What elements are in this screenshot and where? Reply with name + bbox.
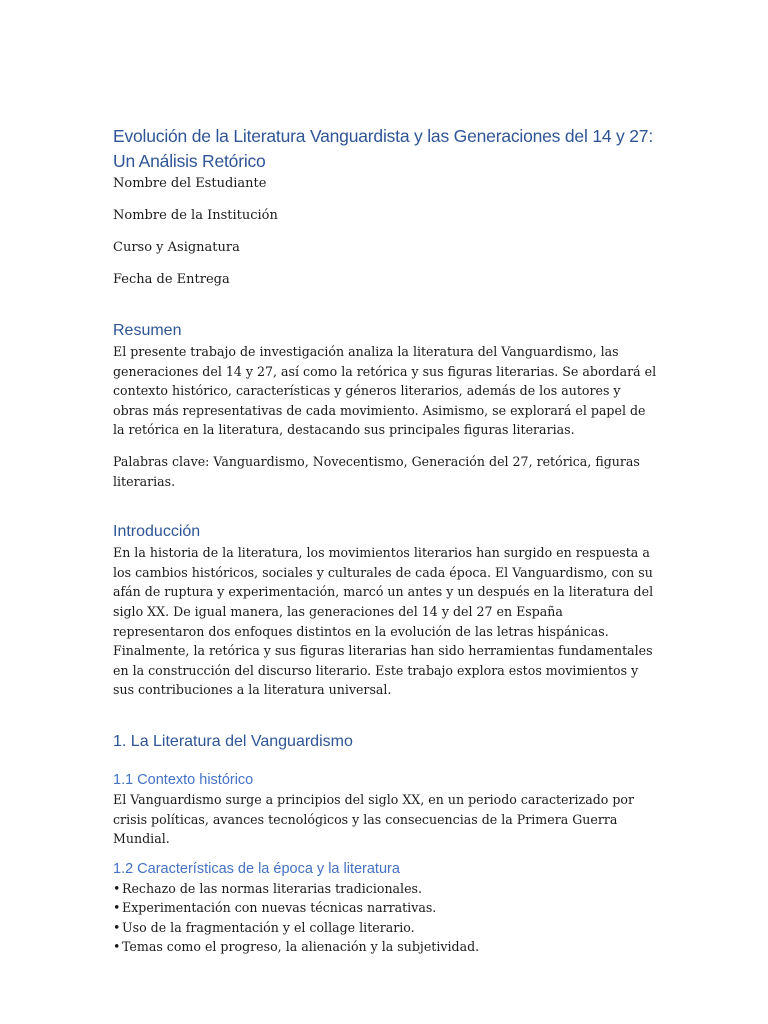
resumen-section xyxy=(113,320,658,491)
resumen-body: El presente trabajo de investigación analiza la literatura del Vanguardismo, las generaciones del 14 y 27, así como la retórica y sus figuras literarias. Se abordará el contexto histórico, características y géneros literarios, además de los autores y obras más representativas de cada movimiento. Asimismo, se explorará el papel de la retórica en la literatura, destacando sus principales figuras literarias. xyxy=(113,344,657,438)
list-item: • Uso de la fragmentación y el collage literario. xyxy=(113,918,658,938)
bullet-icon: • xyxy=(113,880,121,896)
subsection-1-2 xyxy=(113,859,658,957)
section-vanguardismo xyxy=(113,731,658,957)
introduccion-body: En la historia de la literatura, los movimientos literarios han surgido en respuesta a los cambios históricos, sociales y culturales de cada época. El Vanguardismo, con su afán de ruptura y experimentación, marcó un antes y un después en la literatura del siglo XX. De igual manera, las generaciones del 14 y del 27 en España representaron dos enfoques distintos en la evolución de las letras hispánicas. Finalmente, la retórica y sus figuras literarias han sido herramientas fundamentales en la construcción del discurso literario. Este trabajo explora estos movimientos y sus contribuciones a la literatura universal. xyxy=(113,545,654,698)
bullet-icon: • xyxy=(113,919,121,935)
title-page-meta xyxy=(113,174,658,290)
bullet-icon: • xyxy=(113,900,121,916)
resumen-heading: Resumen xyxy=(113,322,182,339)
introduccion-heading: Introducción xyxy=(113,523,201,541)
characteristics-list xyxy=(113,879,658,957)
course-name: Curso y Asignatura xyxy=(113,240,240,255)
document-title: Evolución de la Literatura Vanguardista y las Generaciones del 14 y 27: Un Análisis Retórico xyxy=(113,126,653,171)
subsection-1-1-body: El Vanguardismo surge a principios del siglo XX, en un periodo caracterizado por crisis políticas, avances tecnológicos y las consecuencias de la Primera Guerra Mundial. xyxy=(113,791,635,847)
student-name: Nombre del Estudiante xyxy=(113,176,267,191)
institution-name: Nombre de la Institución xyxy=(113,208,278,223)
keywords-line: Palabras clave: Vanguardismo, Novecentismo, Generación del 27, retórica, figuras literarias. xyxy=(113,453,640,489)
introduccion-section xyxy=(113,521,658,700)
subsection-1-2-heading: 1.2 Características de la época y la literatura xyxy=(113,860,400,877)
list-item: • Temas como el progreso, la alienación y la subjetividad. xyxy=(113,937,658,957)
document-page xyxy=(113,124,658,957)
section-1-heading: 1. La Literatura del Vanguardismo xyxy=(113,732,353,750)
subsection-1-1 xyxy=(113,770,658,849)
subsection-1-1-heading: 1.1 Contexto histórico xyxy=(113,771,254,788)
due-date: Fecha de Entrega xyxy=(113,272,230,287)
list-item: • Experimentación con nuevas técnicas narrativas. xyxy=(113,898,658,918)
list-item: • Rechazo de las normas literarias tradicionales. xyxy=(113,879,658,899)
bullet-icon: • xyxy=(113,939,121,955)
